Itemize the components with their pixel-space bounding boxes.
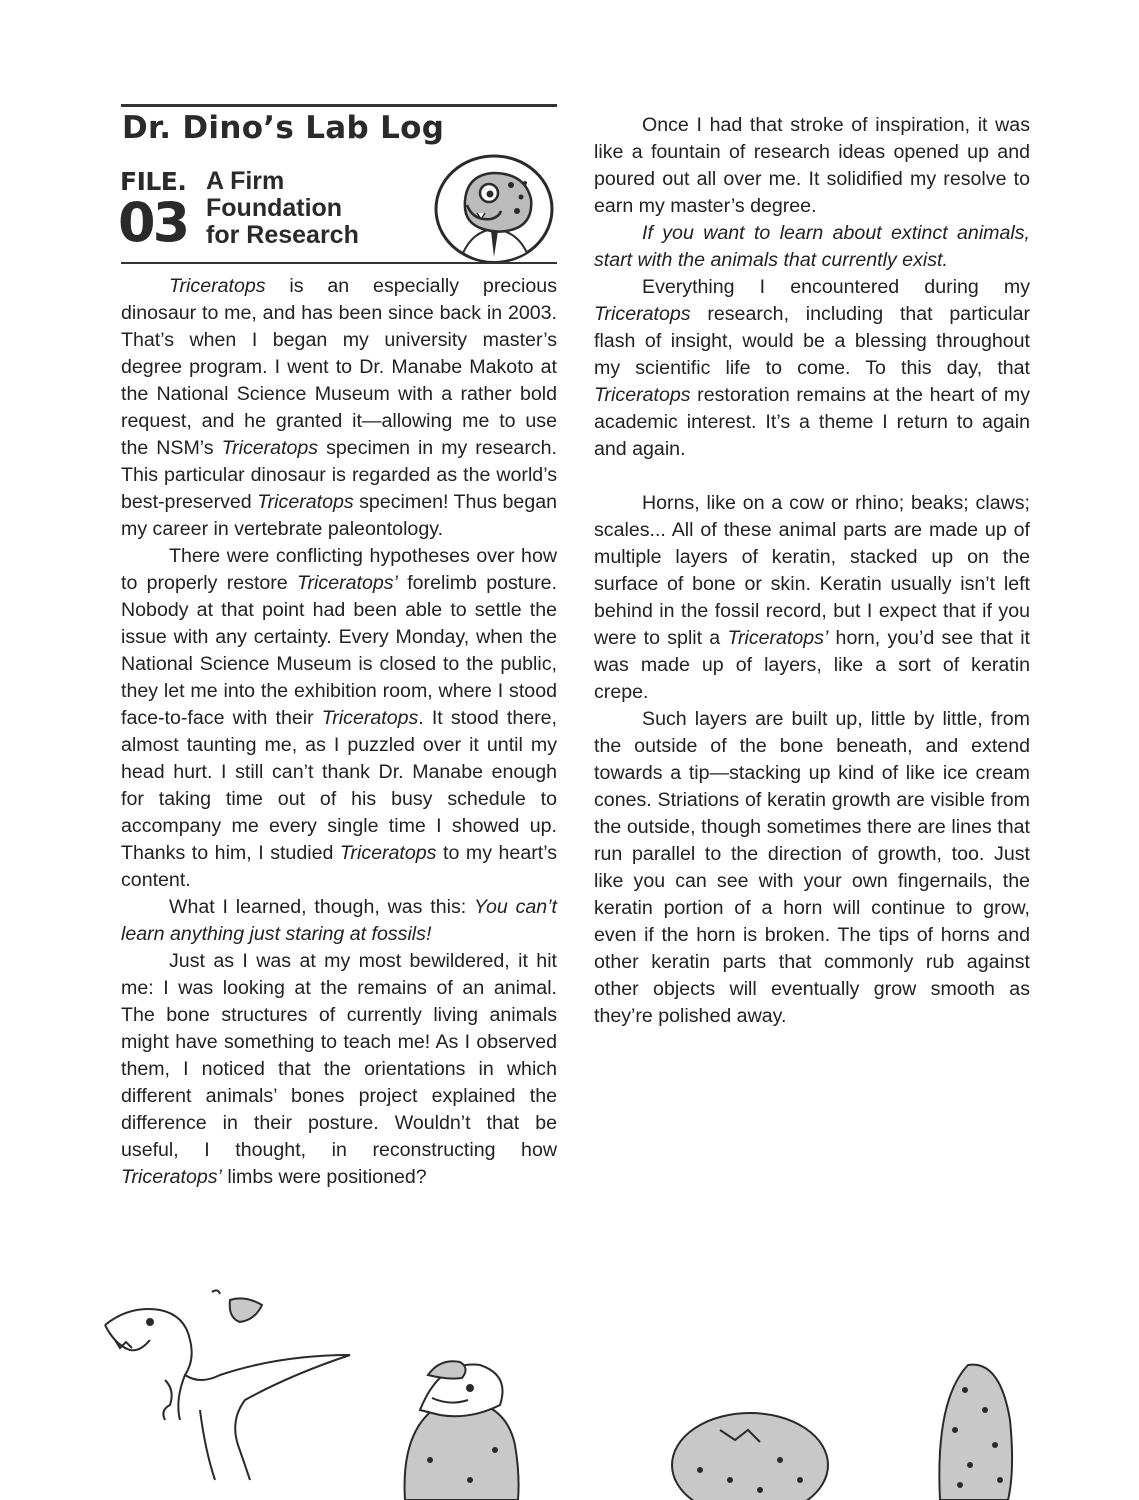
header-top-rule xyxy=(121,104,557,107)
paragraph: Triceratops is an especially precious dinosaur to me, and has been since back in 2003. That’s when I began my university master’s degree program. I went to Dr. Manabe Makoto at the National Science Museum with a rather bold request, and he granted it—allowing me to use the NSM’s Triceratops specimen in my research. This particular dinosaur is regarded as the world’s best-preserved Triceratops specimen! Thus began my career in vertebrate paleontology. xyxy=(121,275,558,540)
italic-run: Triceratops’ xyxy=(121,1166,222,1188)
dinosaur-hatching-illustration xyxy=(0,1280,1139,1500)
article-left-column xyxy=(121,273,557,1191)
header-bottom-rule xyxy=(121,262,557,264)
italic-run: Triceratops’ xyxy=(297,572,398,594)
dino-mascot-icon xyxy=(433,153,555,265)
article-right-column xyxy=(594,112,1030,1030)
italic-run: Triceratops xyxy=(169,275,266,297)
paragraph: What I learned, though, was this: You can’t learn anything just staring at fossils! xyxy=(121,896,557,945)
italic-run: Triceratops xyxy=(594,384,691,406)
subtitle-line: Foundation xyxy=(206,194,343,222)
file-number: 03 xyxy=(118,191,188,254)
file-label: FILE. xyxy=(120,167,187,196)
cracked-egg-icon xyxy=(672,1413,828,1500)
hatchling-dinosaur-icon xyxy=(105,1290,350,1480)
paragraph: Once I had that stroke of inspiration, it was like a fountain of research ideas opened up and poured out all over me. It solidified my resolve to earn my master’s degree. xyxy=(594,114,1030,217)
paragraph: Such layers are built up, little by little, from the outside of the bone beneath, and extend towards a tip—stacking up kind of like ice cream cones. Striations of keratin growth are visible from the outside, though sometimes there are lines that run parallel to the direction of growth, too. Just like you can see with your own fingernails, the keratin portion of a horn will continue to grow, even if the horn is broken. The tips of horns and other keratin parts that commonly rub against other objects will eventually grow smooth as they’re polished away. xyxy=(594,708,1030,1027)
paragraph: Just as I was at my most bewildered, it hit me: I was looking at the remains of an animal. The bone structures of currently living animals might have something to teach me! As I observed them, I noticed that the orientations in which different animals’ bones project explained the difference in their posture. Wouldn’t that be useful, I thought, in reconstructing how Triceratops’ limbs were positioned? xyxy=(121,950,557,1188)
hatching-egg-icon xyxy=(405,1361,519,1500)
italic-run: Triceratops’ xyxy=(727,627,829,649)
subtitle-line: A Firm xyxy=(206,167,285,195)
italic-run: Triceratops xyxy=(594,303,691,325)
italic-run: If you want to learn about extinct animals, start with the animals that currently exist. xyxy=(594,222,1030,271)
italic-run: You can’t learn anything just staring at fossils! xyxy=(121,896,557,945)
italic-run: Triceratops xyxy=(321,707,419,729)
subtitle-line: for Research xyxy=(206,221,359,249)
paragraph xyxy=(594,220,1030,274)
page-title: Dr. Dino’s Lab Log xyxy=(122,110,445,146)
paragraph: Everything I encountered during my Triceratops research, including that particular flash of insight, would be a blessing throughout my scientific life to come. To this day, that Triceratops restoration remains at the heart of my academic interest. It’s a theme I return to again and again. xyxy=(594,276,1030,460)
speckled-egg-icon xyxy=(939,1365,1012,1500)
paragraph: There were conflicting hypotheses over how to properly restore Triceratops’ forelimb posture. Nobody at that point had been able to settle the issue with any certainty. Every Monday, when the National Science Museum is closed to the public, they let me into the exhibition room, where I stood face-to-face with their Triceratops. It stood there, almost taunting me, as I puzzled over it until my head hurt. I still can’t thank Dr. Manabe enough for taking time out of his busy schedule to accompany me every single time I showed up. Thanks to him, I studied Triceratops to my heart’s content. xyxy=(121,545,558,891)
italic-run: Triceratops xyxy=(257,491,354,513)
paragraph: Horns, like on a cow or rhino; beaks; claws; scales... All of these animal parts are made up of multiple layers of keratin, stacked up on the surface of bone or skin. Keratin usually isn’t left behind in the fossil record, but I expect that if you were to split a Triceratops’ horn, you’d see that it was made up of layers, like a sort of keratin crepe. xyxy=(594,492,1031,703)
italic-run: Triceratops xyxy=(221,437,319,459)
italic-run: Triceratops xyxy=(339,842,437,864)
file-subtitle xyxy=(206,168,436,249)
